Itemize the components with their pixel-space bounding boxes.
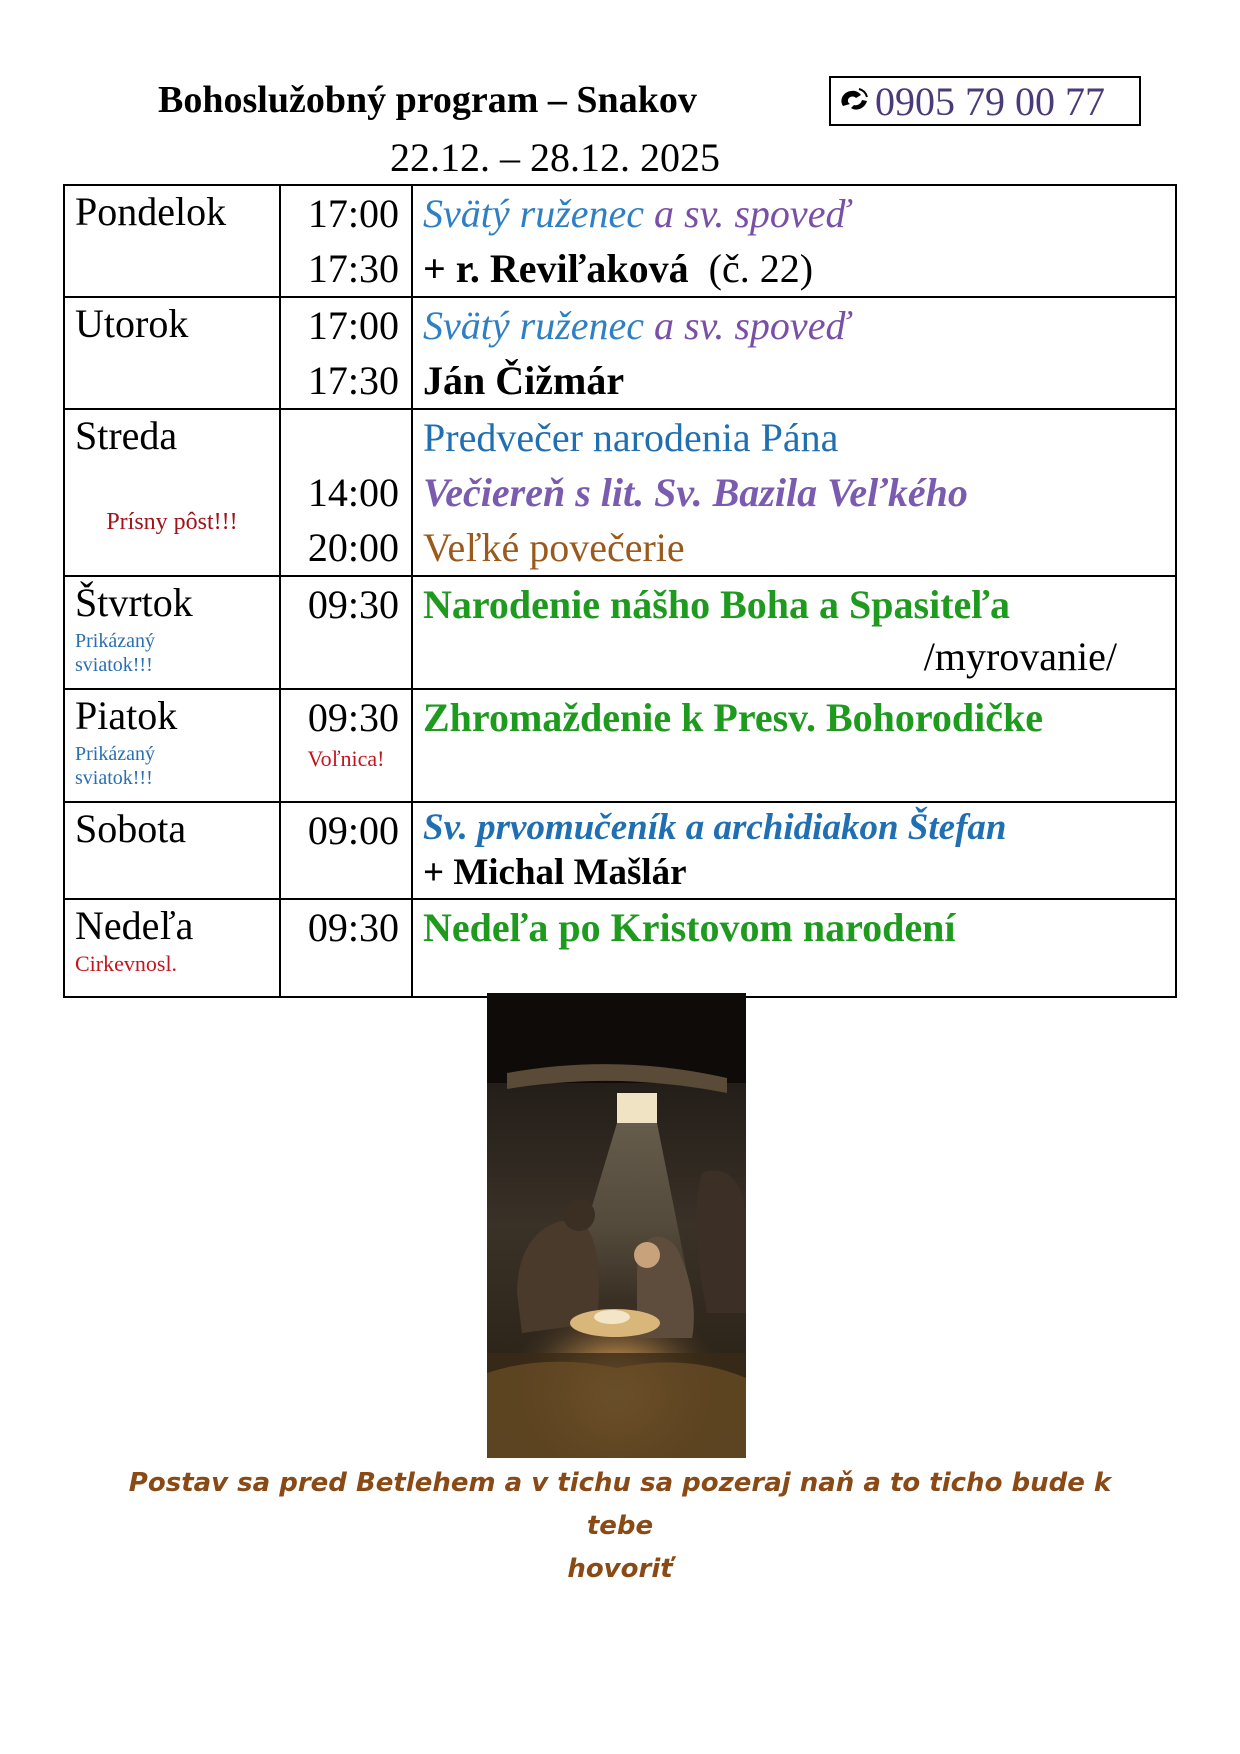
- event: Ján Čižmár: [423, 358, 625, 403]
- day-cell: [64, 802, 280, 899]
- time-cell: [280, 576, 412, 689]
- date-range: 22.12. – 28.12. 2025: [390, 135, 720, 180]
- day-name: Pondelok: [75, 189, 227, 234]
- event-cell: [412, 297, 1176, 409]
- table-row: [64, 689, 1176, 802]
- event: + Michal Mašlár: [423, 852, 687, 893]
- phone-icon: [837, 86, 871, 116]
- day-name: Sobota: [75, 806, 187, 851]
- quote-line: hovoriť: [567, 1554, 673, 1584]
- time: 14:00: [307, 470, 399, 515]
- day-cell: [64, 185, 280, 297]
- event-cell: [412, 409, 1176, 576]
- event: Nedeľa po Kristovom narodení: [423, 905, 956, 950]
- day-name: Streda: [75, 413, 178, 458]
- event: Predvečer narodenia Pána: [423, 415, 839, 460]
- day-cell: [64, 576, 280, 689]
- event: Veľké povečerie: [423, 525, 685, 570]
- time: 09:30: [307, 695, 399, 740]
- event: Sv. prvomučeník a archidiakon Štefan: [423, 807, 1007, 848]
- nativity-illustration: [487, 993, 746, 1458]
- day-note: sviatok!!!: [75, 654, 153, 676]
- event: Večiereň s lit. Sv. Bazila Veľkého: [423, 470, 968, 515]
- event: Svätý ruženec a sv. spoveď: [423, 191, 850, 236]
- time: 09:30: [307, 905, 399, 950]
- event-cell: [412, 576, 1176, 689]
- time-cell: [280, 185, 412, 297]
- table-row: [64, 802, 1176, 899]
- time-cell: [280, 802, 412, 899]
- day-note: Prísny pôst!!!: [106, 509, 238, 535]
- day-note: Prikázaný: [75, 743, 155, 765]
- event: + r. Reviľaková (č. 22): [423, 246, 814, 291]
- day-name: Piatok: [75, 693, 178, 738]
- event-cell: [412, 899, 1176, 997]
- event: /myrovanie/: [923, 634, 1117, 679]
- page-title: Bohoslužobný program – Snakov: [158, 79, 697, 121]
- day-note: sviatok!!!: [75, 767, 153, 789]
- event-cell: [412, 802, 1176, 899]
- day-cell: [64, 409, 280, 576]
- time: 17:00: [307, 303, 399, 348]
- day-cell: [64, 689, 280, 802]
- day-note: Prikázaný: [75, 630, 155, 652]
- day-name: Štvrtok: [75, 580, 193, 625]
- event-cell: [412, 689, 1176, 802]
- quote-line: Postav sa pred Betlehem a v tichu sa pozeraj naň a to ticho bude k tebe: [128, 1468, 1112, 1541]
- schedule-table: [63, 184, 1177, 998]
- time: 09:30: [307, 582, 399, 627]
- time-cell: [280, 409, 412, 576]
- time-cell: [280, 297, 412, 409]
- table-row: [64, 185, 1176, 297]
- day-cell: [64, 899, 280, 997]
- day-cell: [64, 297, 280, 409]
- time: 09:00: [307, 808, 399, 853]
- event: Svätý ruženec a sv. spoveď: [423, 303, 850, 348]
- table-row: [64, 297, 1176, 409]
- event-cell: [412, 185, 1176, 297]
- time: 17:00: [307, 191, 399, 236]
- nativity-image: [487, 993, 746, 1458]
- phone-number: 0905 79 00 77: [875, 78, 1105, 124]
- phone-box: [829, 76, 1141, 126]
- time: 17:30: [307, 358, 399, 403]
- day-name: Nedeľa: [75, 903, 194, 948]
- time: 20:00: [307, 525, 399, 570]
- event: Narodenie nášho Boha a Spasiteľa: [423, 582, 1011, 627]
- time-cell: [280, 689, 412, 802]
- quote: [100, 1462, 1140, 1591]
- time-note: Voľnica!: [307, 746, 385, 771]
- table-row: [64, 576, 1176, 689]
- event: Zhromaždenie k Presv. Bohorodičke: [423, 695, 1044, 740]
- time-cell: [280, 899, 412, 997]
- table-row: [64, 899, 1176, 997]
- day-note: Cirkevnosl.: [75, 951, 178, 976]
- table-row: [64, 409, 1176, 576]
- day-name: Utorok: [75, 301, 189, 346]
- time: 17:30: [307, 246, 399, 291]
